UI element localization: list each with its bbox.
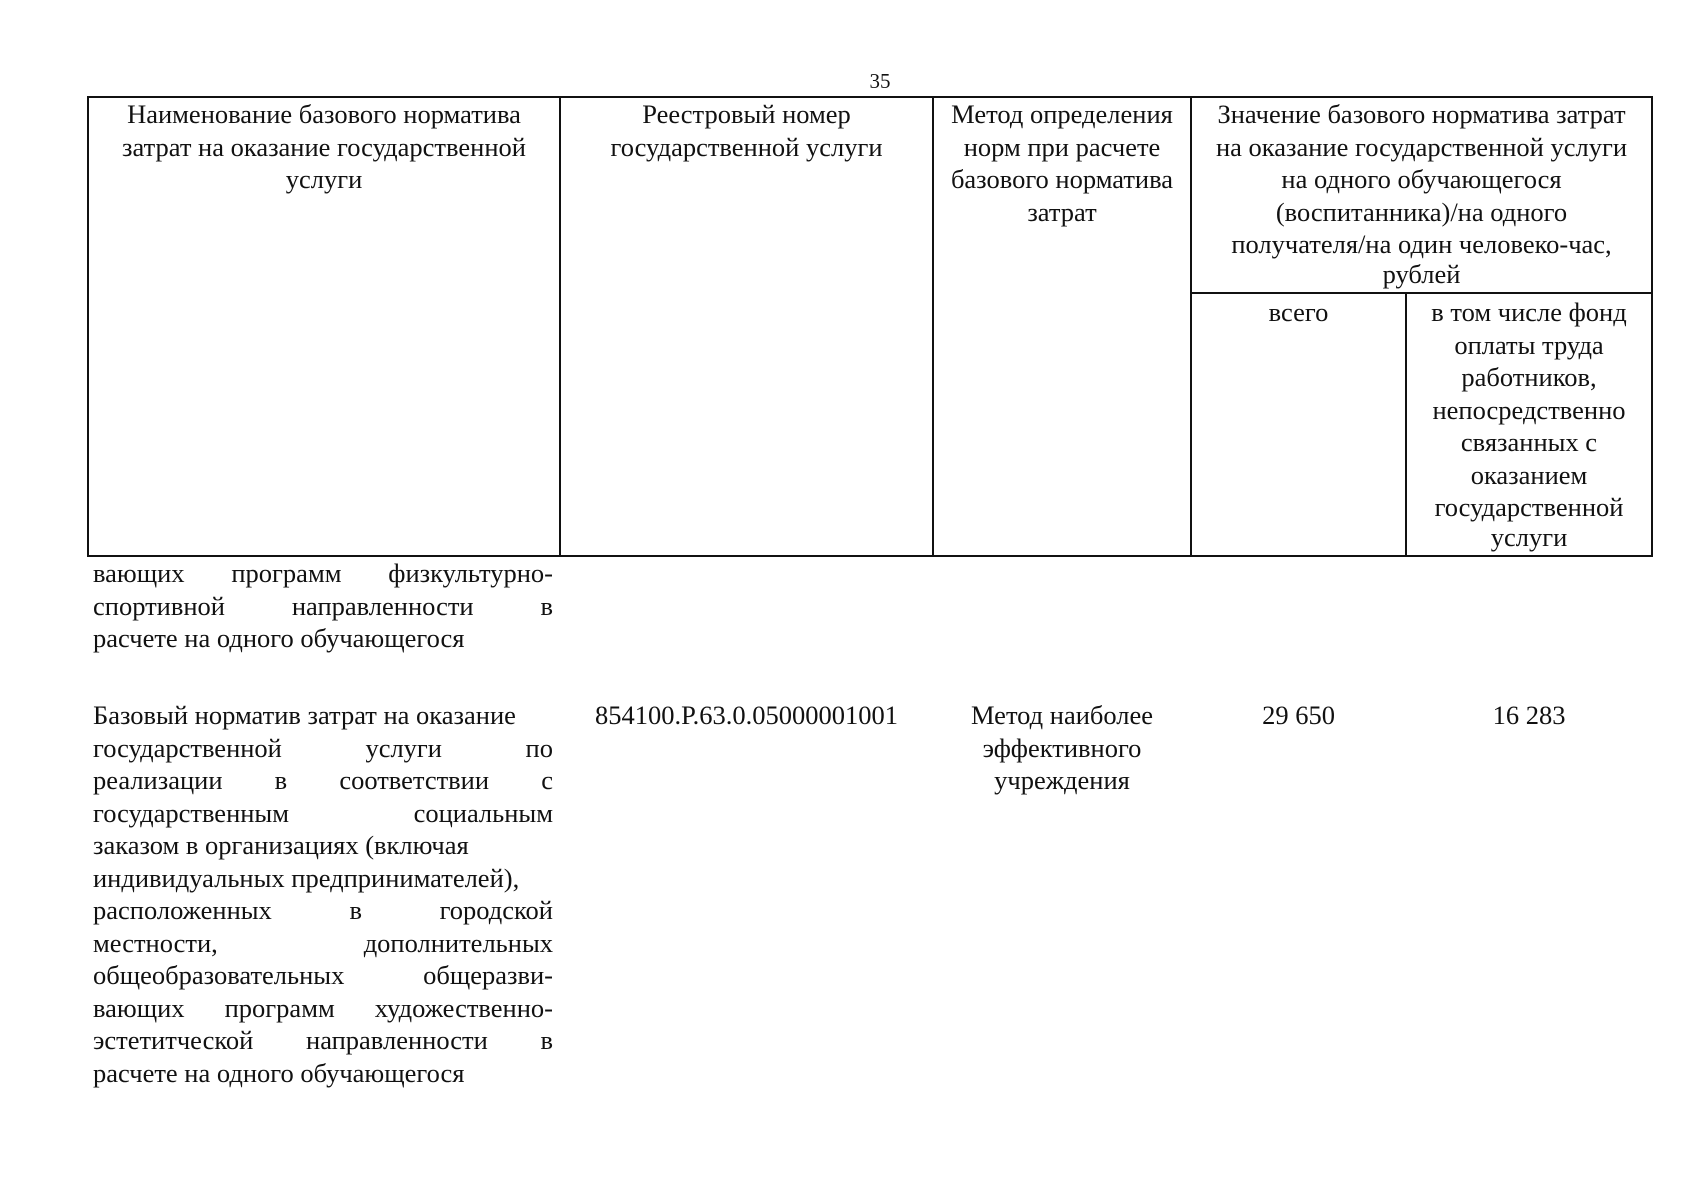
text-line: [93, 1057, 553, 1090]
row-2-name: [93, 699, 553, 1089]
word: заказом в организациях (включая: [93, 830, 469, 860]
text-line: [93, 764, 553, 797]
text-line: [93, 927, 553, 960]
text-line: [93, 992, 553, 1025]
header-col-name-line: Наименование базового норматива: [127, 99, 521, 129]
header-sub-payroll-line: услуги: [1490, 521, 1568, 552]
header-col-method-line: Метод определения: [951, 99, 1173, 129]
text-line: [93, 797, 553, 830]
header-sub-payroll-line: работников,: [1461, 362, 1597, 392]
row-2-payroll: [1407, 699, 1651, 732]
word: физкультурно-: [388, 558, 553, 588]
word: местности,: [93, 927, 218, 958]
row-2-total: [1192, 699, 1405, 732]
header-sub-payroll-line: непосредственно: [1432, 394, 1626, 425]
word: вающих: [93, 992, 185, 1023]
header-sub-payroll: [1407, 296, 1651, 550]
method-line: учреждения: [994, 765, 1130, 795]
word: программ: [231, 558, 342, 588]
text-line: [93, 894, 553, 927]
word: городской: [439, 895, 553, 925]
header-col-value-line: на оказание государственной услуги: [1215, 131, 1628, 162]
header-col-value: [1192, 98, 1651, 287]
word: эстетитческой: [93, 1025, 254, 1055]
header-col-value-line: на одного обучающегося: [1281, 164, 1562, 194]
header-sub-total-label: всего: [1268, 297, 1329, 327]
text-line: [93, 862, 553, 895]
word: расположенных: [93, 895, 272, 925]
header-col-value-line: Значение базового норматива затрат: [1217, 99, 1626, 129]
word: в: [349, 895, 362, 925]
text-line: [93, 959, 553, 992]
word: индивидуальных предпринимателей),: [93, 862, 520, 893]
text-line: [93, 1024, 553, 1057]
text-line: [93, 590, 553, 623]
text-line: [93, 622, 553, 655]
word: общеразви-: [423, 960, 553, 990]
text-line: [93, 699, 553, 732]
header-col-method-line: норм при расчете: [963, 131, 1161, 162]
word: социальным: [413, 797, 553, 828]
value-subheader-divider: [1190, 292, 1653, 294]
header-sub-payroll-line: оплаты труда: [1454, 329, 1604, 360]
word: общеобразовательных: [93, 960, 345, 990]
word: программ: [224, 992, 335, 1023]
word: Базовый норматив затрат на оказание: [93, 700, 516, 730]
total-value: 29 650: [1262, 700, 1335, 730]
word: вающих: [93, 558, 185, 588]
header-col-registry-line: Реестровый номер: [642, 99, 851, 129]
header-col-registry-line: государственной услуги: [610, 131, 883, 162]
header-col-value-line: рублей: [1382, 258, 1461, 289]
header-col-value-line: получателя/на один человеко-час,: [1231, 229, 1612, 259]
word: государственной: [93, 732, 282, 763]
word: реализации: [93, 765, 223, 795]
method-line: Метод наиболее: [970, 700, 1154, 730]
header-col-method-line: затрат: [1027, 196, 1097, 227]
row-2-method: [934, 699, 1190, 797]
word: в: [274, 765, 288, 795]
word: направленности: [291, 590, 474, 621]
word: услуги: [365, 732, 442, 763]
row-1-name: [93, 557, 553, 655]
word: направленности: [306, 1025, 488, 1055]
page-number: 35: [869, 69, 891, 93]
header-col-method: [934, 98, 1190, 228]
word: соответствии: [339, 765, 490, 795]
method-line: эффективного: [982, 732, 1142, 763]
header-col-name-line: услуги: [285, 164, 363, 194]
word: художественно-: [374, 992, 553, 1023]
word: расчете на одного обучающегося: [93, 1057, 465, 1088]
row-2-registry-number: [561, 699, 932, 732]
word: в: [540, 590, 553, 621]
header-col-registry: [561, 98, 932, 163]
header-col-method-line: базового норматива: [950, 164, 1174, 194]
header-col-value-line: (воспитанника)/на одного: [1275, 196, 1568, 227]
header-sub-payroll-line: связанных с: [1460, 427, 1598, 457]
word: спортивной: [93, 590, 225, 621]
word: государственным: [93, 797, 290, 828]
word: по: [525, 732, 553, 763]
header-sub-payroll-line: государственной: [1434, 492, 1624, 522]
word: с: [541, 765, 553, 795]
registry-number-text: 854100.Р.63.0.05000001001: [595, 700, 898, 730]
col-divider-1: [559, 96, 561, 557]
word: в: [540, 1025, 553, 1055]
payroll-value: 16 283: [1492, 700, 1566, 730]
table-border-right: [1651, 96, 1653, 557]
header-col-name: [89, 98, 559, 196]
header-sub-payroll-line: в том числе фонд: [1431, 297, 1627, 327]
word: расчете на одного обучающегося: [93, 623, 465, 653]
header-sub-total: [1192, 296, 1405, 329]
word: дополнительных: [363, 927, 553, 958]
text-line: [93, 829, 553, 862]
text-line: [93, 732, 553, 765]
header-col-name-line: затрат на оказание государственной: [122, 131, 526, 162]
text-line: [93, 557, 553, 590]
header-sub-payroll-line: оказанием: [1470, 459, 1588, 490]
